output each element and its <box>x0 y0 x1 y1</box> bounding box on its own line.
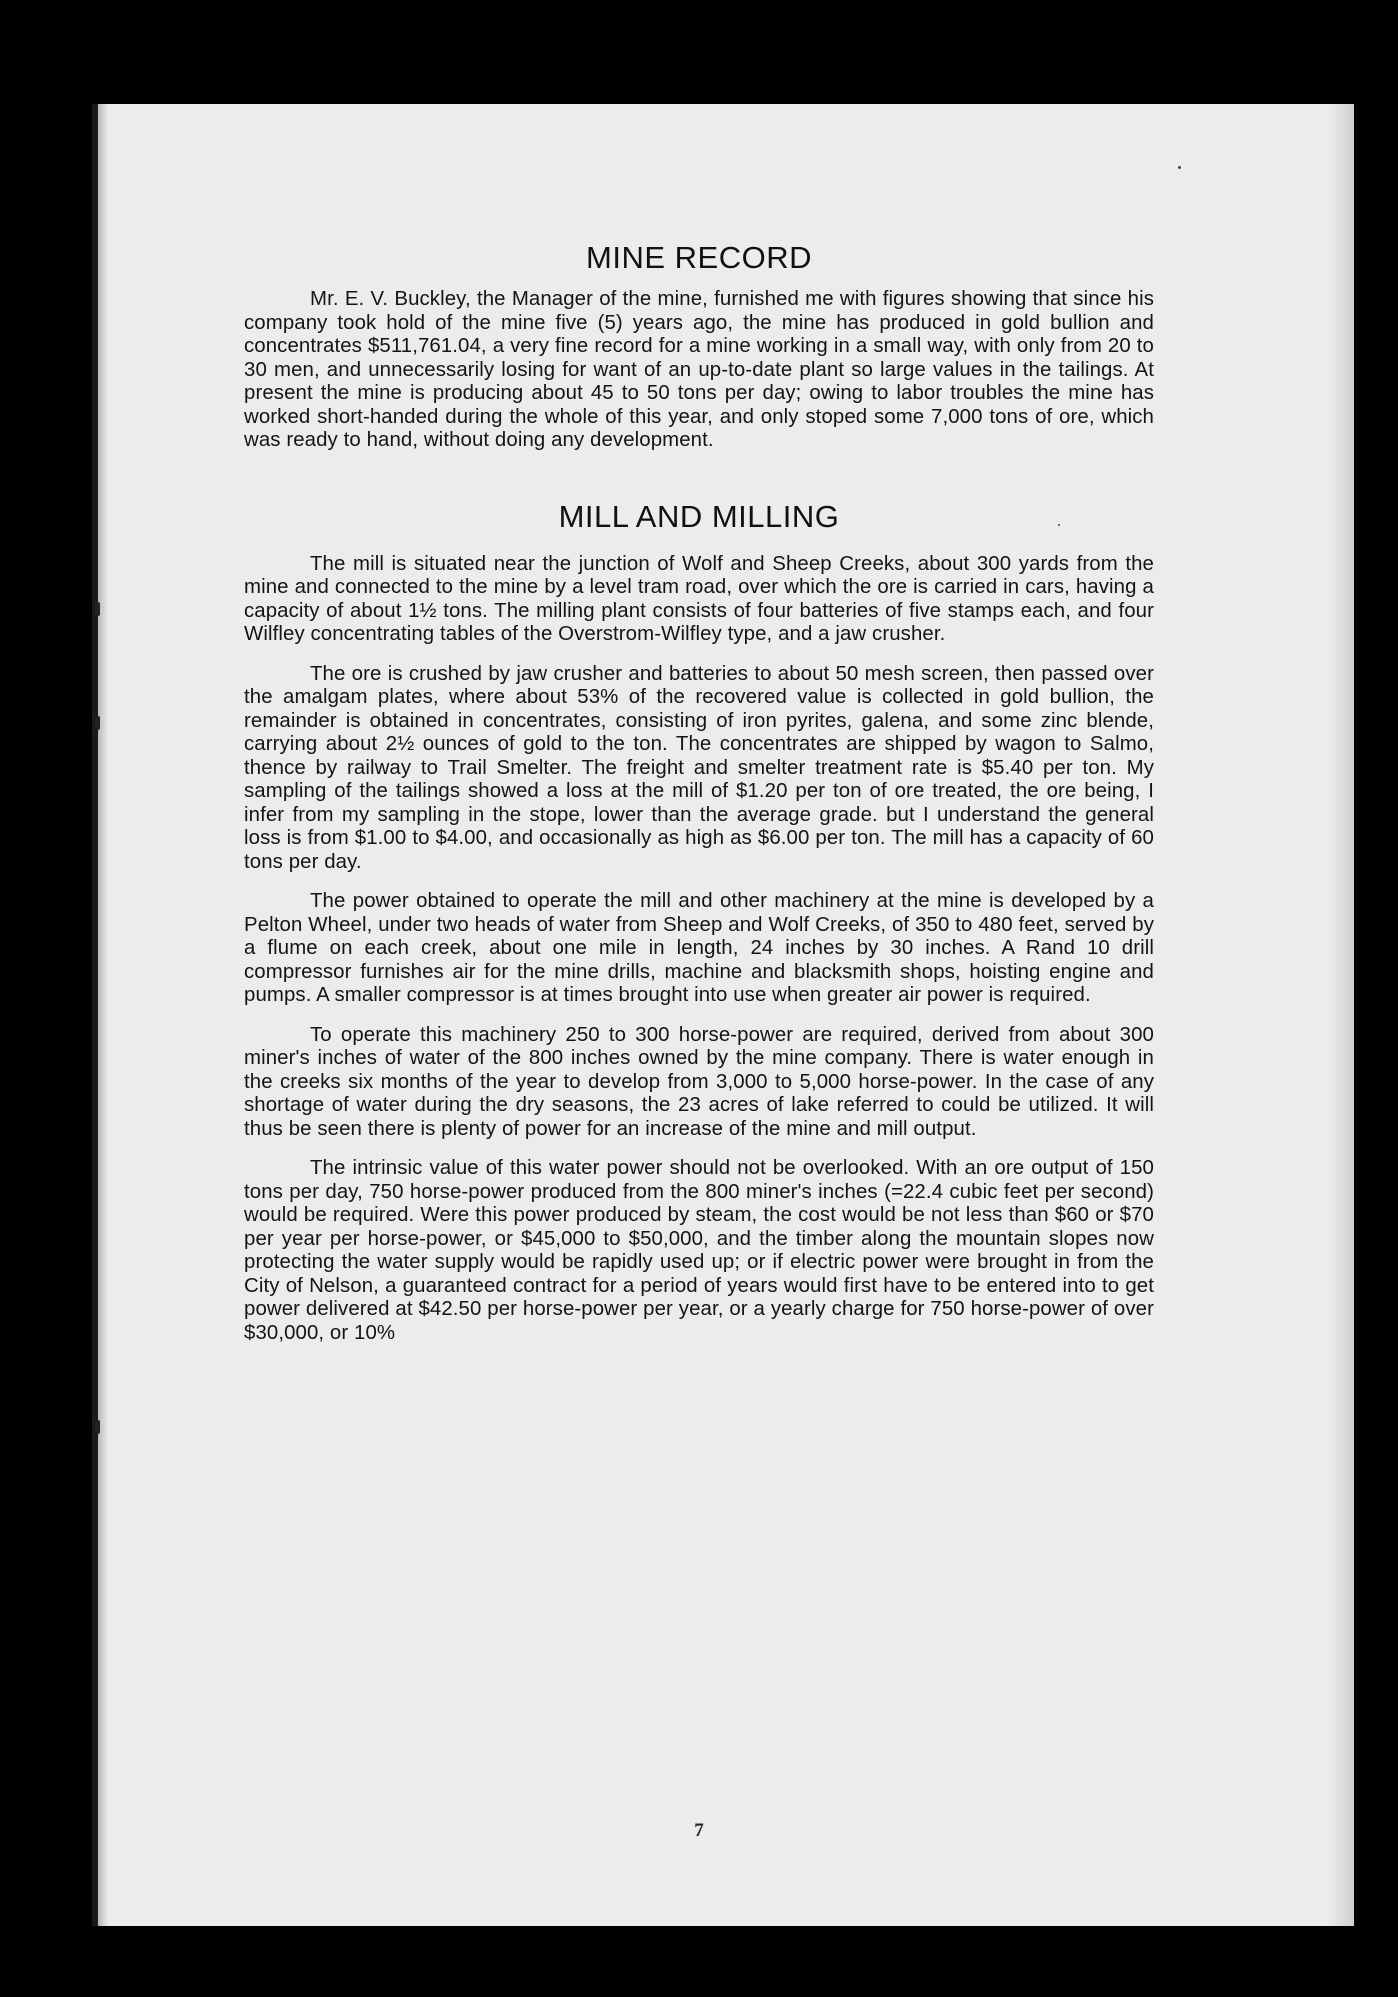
gutter-mark <box>95 602 100 616</box>
section-heading-mill-and-milling: MILL AND MILLING <box>558 498 840 534</box>
document-body <box>244 240 1154 1841</box>
paragraph: To operate this machinery 250 to 300 horse-power are required, derived from about 300 miner's inches of water of the 800 inches owned by the mine company. There is water enough in the creeks six months of the year to develop from 3,000 to 5,000 horse-power. In the case of any shortage of water during the dry seasons, the 23 acres of lake referred to could be utilized. It will thus be seen there is plenty of power for an increase of the mine and mill output. <box>244 1023 1154 1140</box>
paragraph: The ore is crushed by jaw crusher and batteries to about 50 mesh screen, then passed over the amalgam plates, where about 53% of the recovered value is collected in gold bullion, the remainder is obtained in concentrates, consisting of iron pyrites, galena, and some zinc blende, carrying about 2½ ounces of gold to the ton. The concentrates are shipped by wagon to Salmo, thence by railway to Trail Smelter. The freight and smelter treatment rate is $5.40 per ton. My sampling of the tailings showed a loss at the mill of $1.20 per ton of ore treated, the ore being, I infer from my sampling in the stope, lower than the average grade. but I understand the general loss is from $1.00 to $4.00, and occasionally as high as $6.00 per ton. The mill has a capacity of 60 tons per day. <box>244 662 1154 873</box>
paragraph: The mill is situated near the junction of Wolf and Sheep Creeks, about 300 yards from the mine and connected to the mine by a level tram road, over which the ore is carried in cars, having a capacity of about 1½ tons. The milling plant consists of four batteries of five stamps each, and four Wilfley concentrating tables of the Overstrom-Wilfley type, and a jaw crusher. <box>244 552 1154 645</box>
scanned-page <box>92 104 1354 1926</box>
paragraph: The power obtained to operate the mill and other machinery at the mine is developed by a Pelton Wheel, under two heads of water from Sheep and Wolf Creeks, of 350 to 480 feet, served by a flume on each creek, about one mile in length, 24 inches by 30 inches. A Rand 10 drill compressor furnishes air for the mine drills, machine and blacksmith shops, hoisting engine and pumps. A smaller compressor is at times brought into use when greater air power is required. <box>244 890 1154 1006</box>
gutter-mark <box>95 716 100 730</box>
paragraph: The intrinsic value of this water power should not be overlooked. With an ore output of 150 tons per day, 750 horse-power produced from the 800 miner's inches (=22.4 cubic feet per second) would be required. Were this power produced by steam, the cost would be not less than $60 or $70 per year per horse-power, or $45,000 to $50,000, and the timber along the mountain slopes now protecting the water supply would be rapidly used up; or if electric power were brought in from the City of Nelson, a guaranteed contract for a period of years would first have to be entered into to get power delivered at $42.50 per horse-power per year, or a yearly charge for 750 horse-power of over $30,000, or 10% <box>244 1157 1154 1344</box>
scan-speck <box>1178 166 1181 169</box>
paragraph: Mr. E. V. Buckley, the Manager of the mine, furnished me with figures showing that since his company took hold of the mine five (5) years ago, the mine has produced in gold bullion and concentrates $511,761.04, a very fine record for a mine working in a small way, with only from 20 to 30 men, and unnecessarily losing for want of an up-to-date plant so large values in the tailings. At present the mine is producing about 45 to 50 tons per day; owing to labor troubles the mine has worked short-handed during the whole of this year, and only stoped some 7,000 tons of ore, which was ready to hand, without doing any development. <box>244 288 1154 451</box>
gutter-mark <box>95 1420 100 1434</box>
page-number: 7 <box>694 1820 704 1841</box>
section-heading-mine-record: MINE RECORD <box>586 240 812 275</box>
